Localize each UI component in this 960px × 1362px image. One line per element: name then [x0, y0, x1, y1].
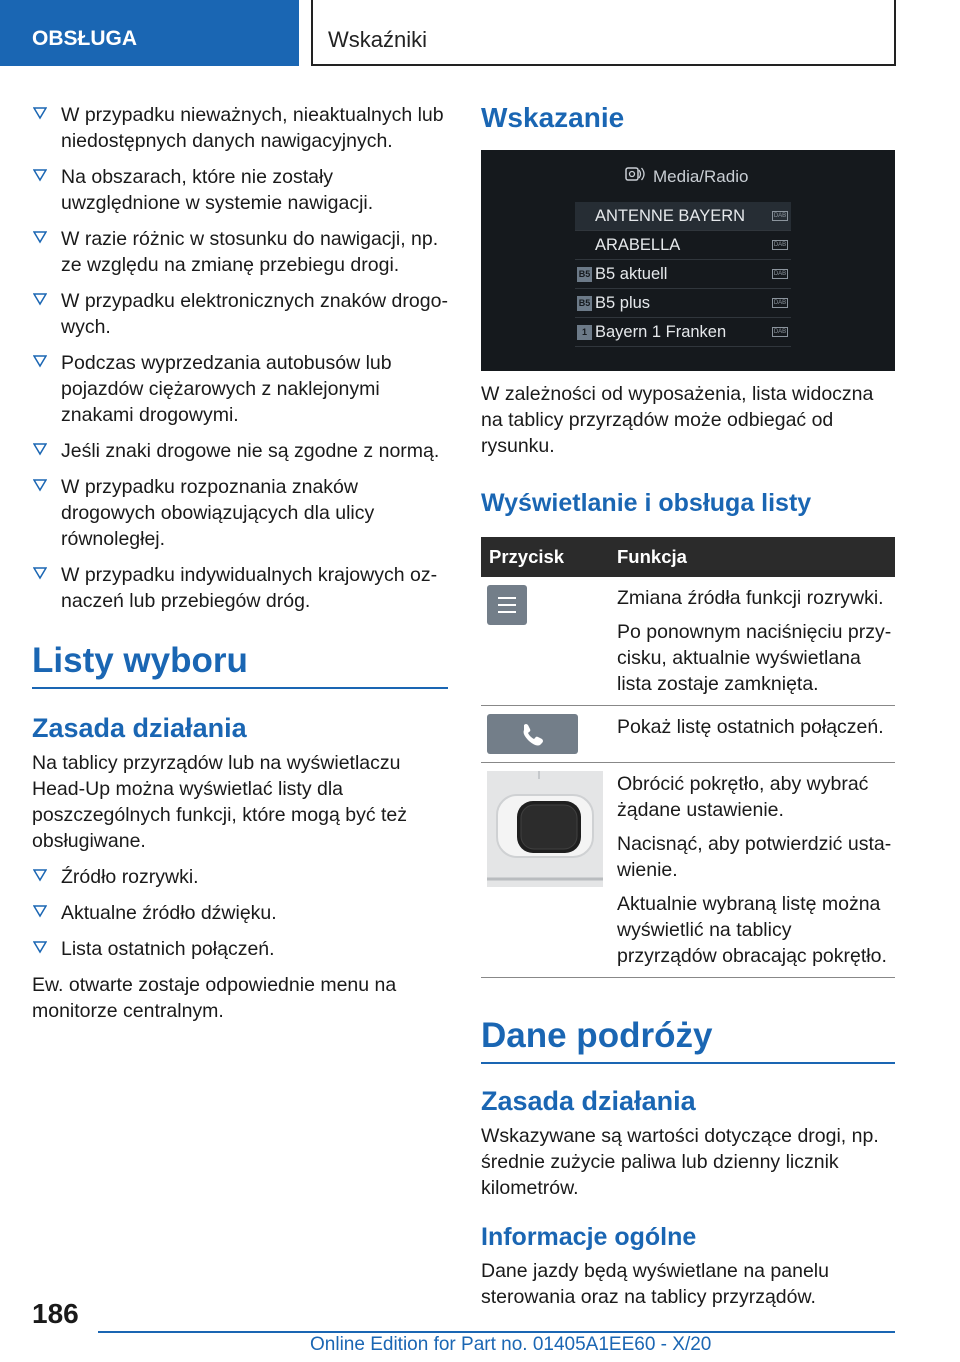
list-item: W przypadku rozpoznania znaków drogowych obowiązujących dla ulicy równoległej. — [32, 474, 448, 552]
column-header-button: Przycisk — [481, 537, 607, 577]
triangle-bullet-icon — [33, 354, 47, 368]
triangle-bullet-icon — [33, 478, 47, 492]
button-function-table — [481, 537, 895, 978]
triangle-bullet-icon — [33, 868, 47, 882]
page-number: 186 — [32, 1298, 79, 1329]
preset-logo-icon: B5 — [577, 267, 592, 282]
station-row: ARABELLA DAB — [575, 231, 791, 260]
phone-button-icon — [487, 714, 578, 754]
triangle-bullet-icon — [33, 442, 47, 456]
list-menu-button-icon — [487, 585, 527, 625]
list-types — [32, 864, 448, 962]
list-item: W przypadku elektronicznych znaków drogowych. — [32, 288, 448, 340]
preset-logo-icon: 1 — [577, 325, 592, 340]
intro-paragraph: Na tablicy przyrządów lub na wyświetlaczu Head-Up można wyświetlać listy dla poszczególnych funkcji, które mogą być też obsługiwane. — [32, 752, 408, 852]
triangle-bullet-icon — [33, 566, 47, 580]
list-item: W przypadku nieważnych, nieaktualnych lub niedostępnych danych nawigacyjnych. — [32, 102, 448, 154]
limitations-list — [32, 102, 448, 614]
station-row: B5 B5 plus DAB — [575, 289, 791, 318]
display-note: W zależności od wyposażenia, lista widoczna na tablicy przyrządów może odbiegać od rysunku. — [481, 383, 874, 457]
list-item: Na obszarach, które nie zostały uwzględnione w systemie nawigacji. — [32, 164, 448, 216]
column-header-function: Funkcja — [607, 537, 895, 577]
media-radio-icon — [623, 162, 647, 186]
trip-principle-title: Zasada działania — [481, 1086, 696, 1116]
dab-badge: DAB — [773, 242, 787, 248]
table-row: Obrócić pokrętło, aby wybrać żądane ustawienie. Nacisnąć, aby potwierdzić ustawienie. Aktualnie wybraną listę można wyświetlić na tablicy przyrządów obracając pokrętło. — [481, 763, 895, 978]
dab-badge: DAB — [773, 213, 787, 219]
screen-title: Media/Radio — [653, 167, 749, 186]
list-item: Podczas wyprzedzania autobusów lub pojazdów ciężarowych z naklejonymi znakami drogowymi. — [32, 350, 448, 428]
section-tab: OBSŁUGA — [0, 0, 299, 66]
list-item: W razie różnic w stosunku do nawigacji, np. ze względu na zmianę przebiegu drogi. — [32, 226, 448, 278]
footer-divider — [98, 1331, 895, 1333]
general-info-title: Informacje ogólne — [481, 1223, 697, 1251]
triangle-bullet-icon — [33, 230, 47, 244]
general-info-text: Dane jazdy będą wyświetlane na panelu sterowania oraz na tablicy przyrządów. — [481, 1260, 829, 1308]
triangle-bullet-icon — [33, 940, 47, 954]
table-row: Zmiana źródła funkcji rozrywki. Po ponownym naciśnięciu przycisku, aktualnie wyświetlana lista zostaje zamknięta. — [481, 577, 895, 706]
edition-info: Online Edition for Part no. 01405A1EE60 - X/20 — [310, 1334, 712, 1355]
station-row: B5 B5 aktuell DAB — [575, 260, 791, 289]
triangle-bullet-icon — [33, 292, 47, 306]
page-header — [0, 0, 960, 66]
trip-principle-text: Wskazywane są wartości dotyczące drogi, np. średnie zużycie paliwa lub dzienny licznik kilometrów. — [481, 1125, 879, 1199]
right-column — [481, 102, 895, 1310]
list-item: Lista ostatnich połączeń. — [32, 936, 448, 962]
dab-badge: DAB — [773, 329, 787, 335]
list-item: Źródło rozrywki. — [32, 864, 448, 890]
triangle-bullet-icon — [33, 904, 47, 918]
chapter-title: Wskaźniki — [311, 0, 896, 66]
list-section-title: Wyświetlanie i obsługa listy — [481, 489, 812, 517]
triangle-bullet-icon — [33, 168, 47, 182]
triangle-bullet-icon — [33, 106, 47, 120]
dab-badge: DAB — [773, 271, 787, 277]
trip-data-title: Dane podróży — [481, 1016, 895, 1064]
dab-badge: DAB — [773, 300, 787, 306]
list-item: Jeśli znaki drogowe nie są zgodne z normą. — [32, 438, 448, 464]
station-list — [575, 202, 791, 347]
display-title: Wskazanie — [481, 102, 625, 133]
station-row: ANTENNE BAYERN DAB — [575, 202, 791, 231]
station-row: 1 Bayern 1 Franken DAB — [575, 318, 791, 347]
media-radio-screenshot — [481, 150, 895, 371]
section-title: Listy wyboru — [32, 641, 448, 689]
outro-paragraph: Ew. otwarte zostaje odpowiednie menu na monitorze centralnym. — [32, 974, 397, 1022]
preset-logo-icon: B5 — [577, 296, 592, 311]
table-header-row — [481, 537, 895, 577]
table-row: Pokaż listę ostatnich połączeń. — [481, 706, 895, 763]
list-item: W przypadku indywidualnych krajowych oznaczeń lub przebiegów dróg. — [32, 562, 448, 614]
subsection-title: Zasada działania — [32, 713, 247, 743]
controller-knob-icon — [487, 771, 603, 887]
list-item: Aktualne źródło dźwięku. — [32, 900, 448, 926]
left-column — [32, 102, 448, 1024]
